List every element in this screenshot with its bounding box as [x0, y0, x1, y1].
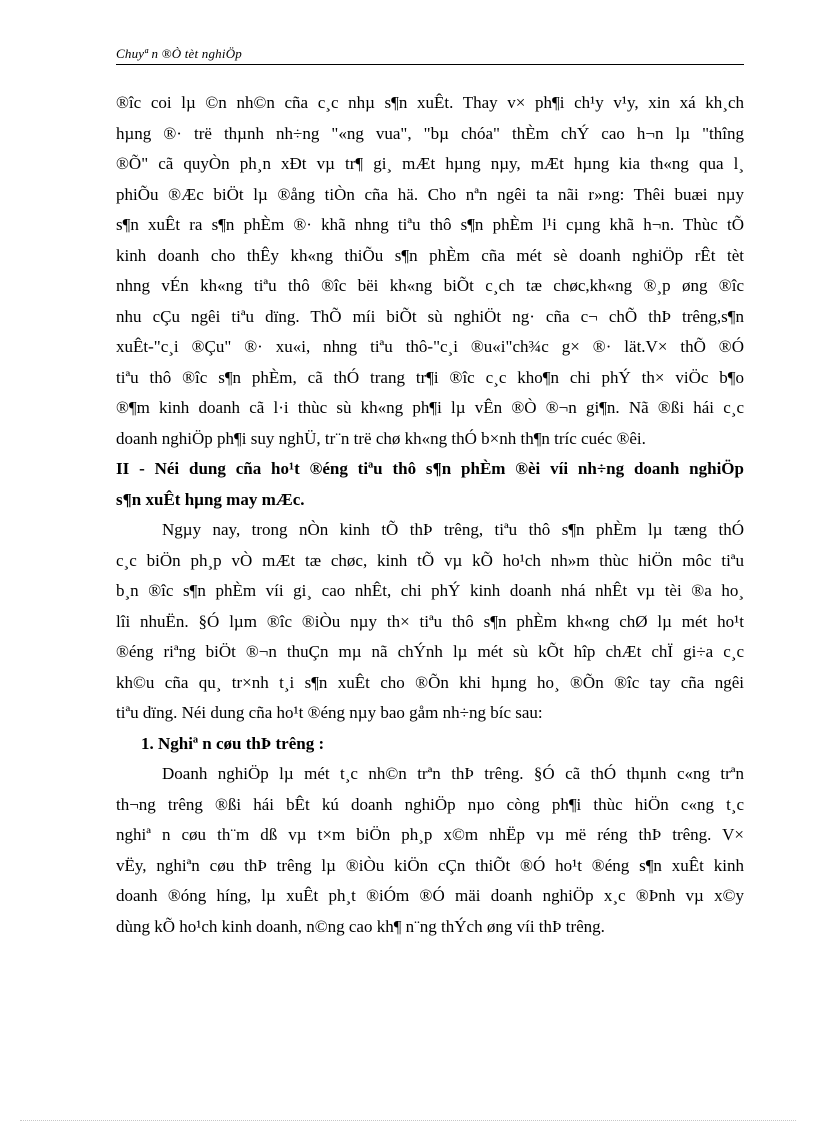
text-line: nhu cÇu ngêi tiªu dïng. ThÕ míi biÕt sù nghiÖt ng· cña c¬ chÕ thÞ trêng,s¶n [116, 306, 744, 326]
text-line: Doanh nghiÖp lµ mét t¸c nh©n trªn thÞ trêng. §Ó cã thÓ thµnh c«ng trªn [162, 764, 744, 783]
page-bottom-divider [20, 1120, 796, 1121]
text-line: hµng ®· trë thµnh nh÷ng "«ng vua", "bµ chóa" thÈm chÝ cao h¬n lµ "thîng [116, 123, 744, 143]
text-line: doanh ®óng híng, lµ xuÊt ph¸t ®iÓm ®Ó mäi doanh nghiÖp x¸c ®Þnh vµ x©y [116, 886, 744, 905]
text-line: ®îc coi lµ ©n nh©n cña c¸c nhµ s¶n xuÊt. Thay v× ph¶i ch¹y v¹y, xin xá kh¸ch [116, 93, 744, 112]
text-line: tiªu dïng. Néi dung cña ho¹t ®éng nµy bao gåm nh÷ng bíc sau: [116, 703, 543, 722]
subsection-heading-1 [116, 729, 744, 760]
text-line: lîi nhuËn. §Ó lµm ®îc ®iÒu nµy th× tiªu thô s¶n phÈm kh«ng chØ lµ mét ho¹t [116, 611, 744, 631]
text-line: nhng vÉn kh«ng tiªu thô ®îc bëi kh«ng biÕt c¸ch tæ chøc,kh«ng ®¸p øng ®îc [116, 276, 744, 295]
text-line: vËy, nghiªn cøu thÞ trêng lµ ®iÒu kiÖn cÇn thiÕt ®Ó ho¹t ®éng s¶n xuÊt kinh [116, 855, 744, 875]
text-line: dùng kÕ ho¹ch kinh doanh, n©ng cao kh¶ n¨ng thÝch øng víi thÞ trêng. [116, 916, 605, 936]
text-line: kh©u cña qu¸ tr×nh t¸i s¶n xuÊt cho ®Õn khi hµng ho¸ ®Õn ®îc tay cña ngêi [116, 672, 744, 692]
text-line: th¬ng trêng ®ßi hái bÊt kú doanh nghiÖp nµo còng ph¶i thùc hiÖn c«ng t¸c [116, 794, 744, 814]
text-line: xuÊt-"c¸i ®Çu" ®· xu«i, nhng tiªu thô-"c¸i ®u«i"ch¾c g× ®· lät.V× thÕ ®Ó [116, 337, 744, 356]
heading-line: s¶n xuÊt hµng may mÆc. [116, 489, 305, 509]
paragraph-1 [116, 88, 744, 454]
text-line: b¸n ®îc s¶n phÈm víi gi¸ cao nhÊt, chi phÝ kinh doanh nhá nhÊt vµ tèi ®a ho¸ [116, 581, 744, 600]
text-line: doanh nghiÖp ph¶i suy nghÜ, tr¨n trë chø kh«ng thÓ b×nh th¶n tríc cuéc ®êi. [116, 428, 646, 448]
text-line: phiÕu ®Æc biÖt lµ ®ång tiÒn cña hä. Cho nªn ngêi ta nãi r»ng: Thêi buæi nµy [116, 184, 744, 204]
section-heading-2 [116, 454, 744, 515]
page-header-title: Chuyª n ®Ò tèt nghiÖp [116, 46, 242, 61]
heading-line: II - Néi dung cña ho¹t ®éng tiªu thô s¶n phÈm ®èi víi nh÷ng doanh nghiÖp [116, 459, 744, 478]
header-divider [116, 64, 744, 65]
text-line: tiªu thô ®îc s¶n phÈm, cã thÓ trang tr¶i ®îc c¸c kho¶n chi phÝ th× viÖc b¶o [116, 367, 744, 387]
text-line: Ngµy nay, trong nÒn kinh tÕ thÞ trêng, tiªu thô s¶n phÈm lµ tæng thÓ [162, 520, 744, 539]
text-line: s¶n xuÊt ra s¶n phÈm ®· khã nhng tiªu thô s¶n phÈm l¹i cµng khã h¬n. Thùc tÕ [116, 215, 744, 234]
heading-line: 1. Nghiª n cøu thÞ trêng : [141, 733, 325, 753]
text-line: ®¶m kinh doanh cã l·i thùc sù kh«ng ph¶i lµ vÊn ®Ò ®¬n gi¶n. Nã ®ßi hái c¸c [116, 398, 744, 417]
document-body [116, 88, 744, 942]
text-line: ®Õ" cã quyÒn ph¸n xÐt vµ tr¶ gi¸ mÆt hµng nµy, mÆt hµng kia th«ng qua l¸ [116, 154, 744, 173]
text-line: nghiª n cøu th¨m dß vµ t×m biÖn ph¸p x©m nhËp vµ më réng thÞ trêng. V× [116, 825, 744, 844]
text-line: c¸c biÖn ph¸p vÒ mÆt tæ chøc, kinh tÕ vµ kÕ ho¹ch nh»m thùc hiÖn môc tiªu [116, 550, 744, 570]
paragraph-3 [116, 759, 744, 942]
text-line: ®éng riªng biÖt ®¬n thuÇn mµ nã chÝnh lµ mét sù kÕt hîp chÆt chÏ gi÷a c¸c [116, 642, 744, 661]
paragraph-2 [116, 515, 744, 729]
text-line: kinh doanh cho thÊy kh«ng thiÕu s¶n phÈm cña mét sè doanh nghiÖp rÊt tèt [116, 245, 744, 265]
